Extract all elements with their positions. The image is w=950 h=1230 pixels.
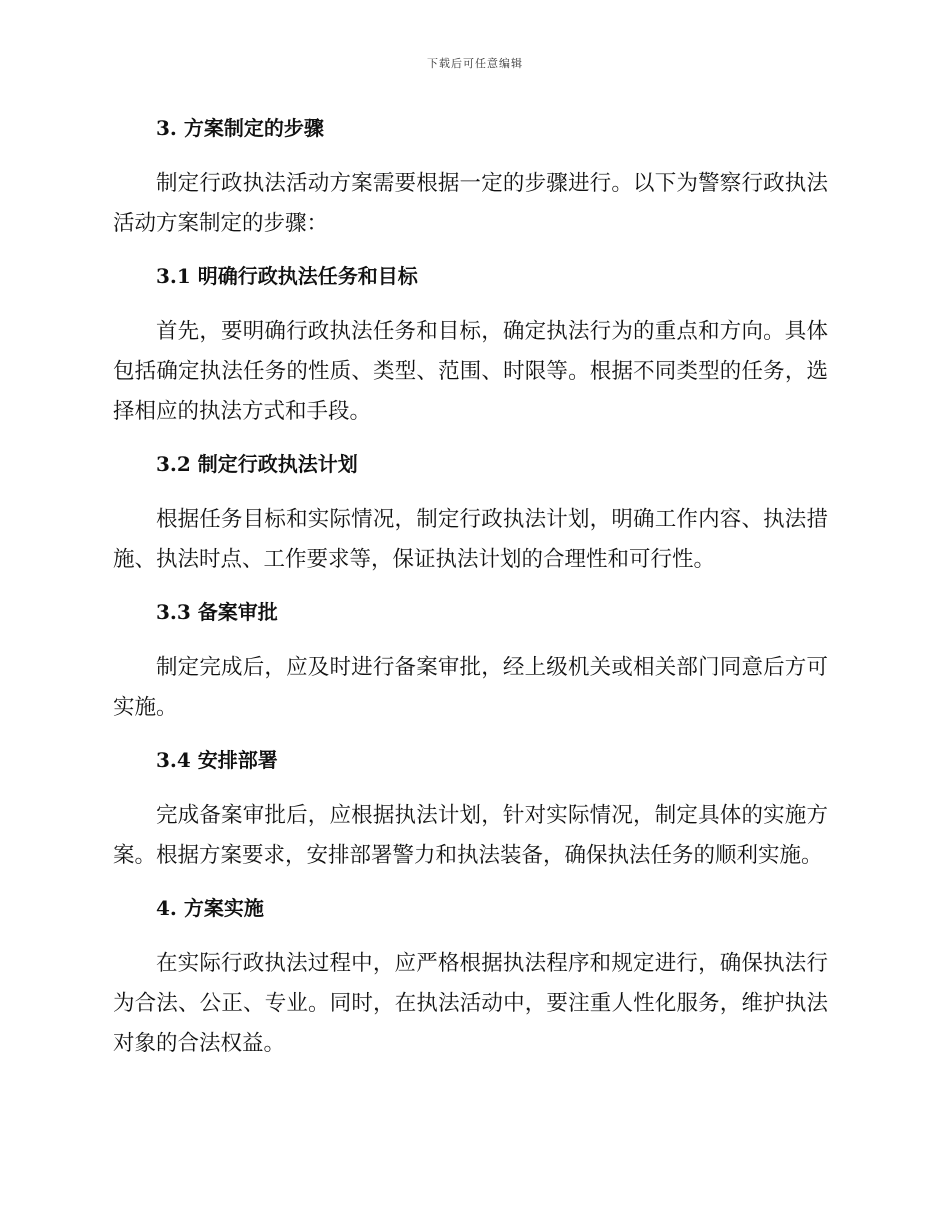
section-paragraph: 根据任务目标和实际情况，制定行政执法计划，明确工作内容、执法措施、执法时点、工作要求等，保证执法计划的合理性和可行性。 — [113, 507, 828, 572]
section-heading: 3.3 备案审批 — [156, 600, 278, 624]
section-paragraph: 在实际行政执法过程中，应严格根据执法程序和规定进行，确保执法行为合法、公正、专业。同时，在执法活动中，要注重人性化服务，维护执法对象的合法权益。 — [113, 951, 828, 1056]
section-heading: 3.2 制定行政执法计划 — [156, 452, 358, 476]
section-heading: 3.4 安排部署 — [156, 748, 278, 772]
section-paragraph: 首先，要明确行政执法任务和目标，确定执法行为的重点和方向。具体包括确定执法任务的性质、类型、范围、时限等。根据不同类型的任务，选择相应的执法方式和手段。 — [113, 319, 828, 424]
section-heading: 4. 方案实施 — [156, 896, 264, 920]
section-paragraph: 完成备案审批后，应根据执法计划，针对实际情况，制定具体的实施方案。根据方案要求，安排部署警力和执法装备，确保执法任务的顺利实施。 — [113, 803, 828, 868]
document-body — [113, 108, 828, 1064]
section-heading: 3.1 明确行政执法任务和目标 — [156, 264, 418, 288]
section-heading: 3. 方案制定的步骤 — [156, 116, 324, 140]
section-paragraph: 制定完成后，应及时进行备案审批，经上级机关或相关部门同意后方可实施。 — [113, 655, 828, 720]
header-note: 下载后可任意编辑 — [427, 57, 523, 70]
section-paragraph: 制定行政执法活动方案需要根据一定的步骤进行。以下为警察行政执法活动方案制定的步骤： — [113, 171, 828, 236]
